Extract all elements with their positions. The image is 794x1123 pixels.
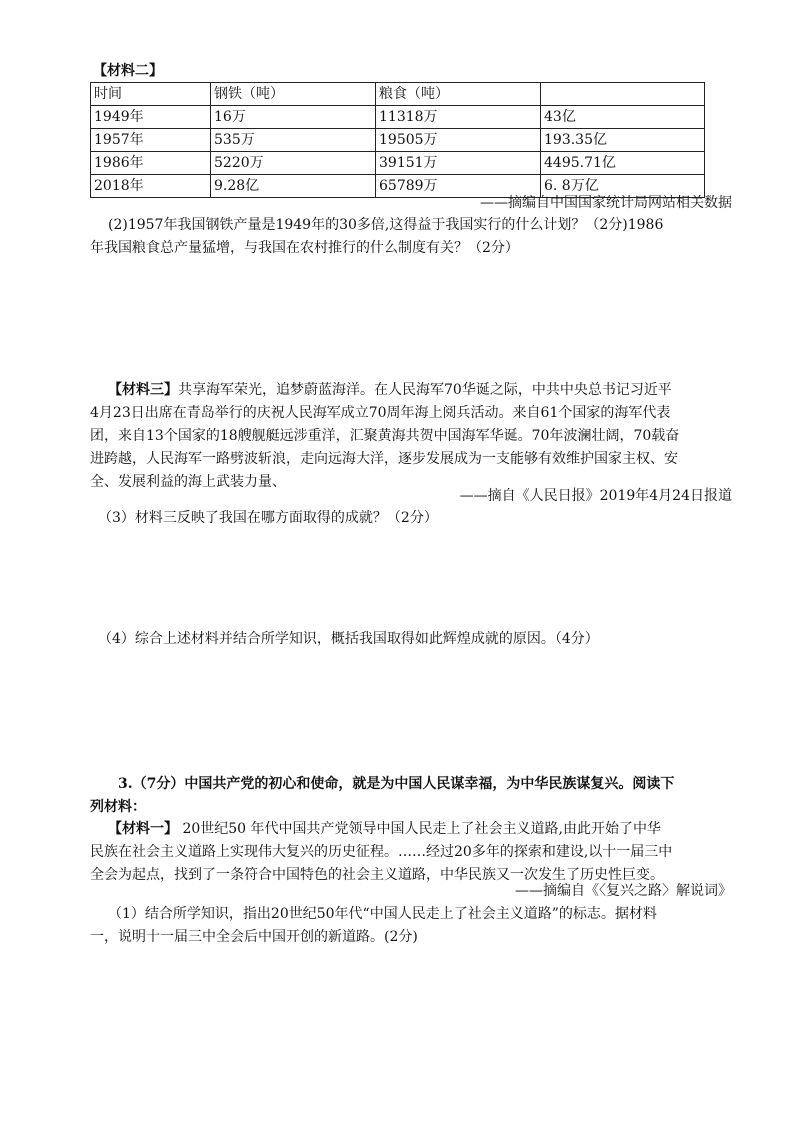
q3-material1-line2: 民族在社会主义道路上实现伟大复兴的历史征程。……经过20多年的探索和建设,以十一届三中 [90,844,673,860]
table-row [91,106,705,129]
material3-heading: 【材料三】 [108,382,178,398]
table-cell: 535万 [211,129,376,152]
table-cell: 65789万 [376,175,541,198]
question-2-line2: 年我国粮食总产量猛增，与我国在农村推行的什么制度有关？（2分） [90,240,519,256]
table-cell: 43亿 [541,106,705,129]
material3-line4: 进跨越，人民海军一路劈波斩浪，走向远海大洋，逐步发展成为一支能够有效维护国家主权、安 [90,451,678,467]
q3-material1-line3: 全会为起点，找到了一条符合中国特色的社会主义道路，中华民族又一次发生了历史性巨变。 [90,867,664,883]
q3-question1-line1: （1）结合所学知识，指出20世纪50年代“中国人民走上了社会主义道路”的标志。据材料 [108,906,657,922]
table-header-row [91,83,705,106]
q3-question1-line2: 一，说明十一届三中全会后中国开创的新道路。(2分) [90,929,418,945]
q3-material1-text: 20世纪50 年代中国共产党领导中国人民走上了社会主义道路,由此开始了中华 [178,821,661,837]
table-cell: 9.28亿 [211,175,376,198]
table-cell: 2018年 [91,175,211,198]
material3-paragraph-line1 [108,379,672,399]
table-cell: 1949年 [91,106,211,129]
question-3: （3）材料三反映了我国在哪方面取得的成就？（2分） [98,510,438,526]
material3-line5: 全、发展利益的海上武装力量、 [90,474,286,490]
question-2-line1: (2)1957年我国钢铁产量是1949年的30多倍,这得益于我国实行的什么计划？（2分)1986 [108,217,664,233]
header-cell-blank [541,83,705,106]
q3-material1-line1 [108,818,661,838]
table-cell: 11318万 [376,106,541,129]
header-cell-grain: 粮食（吨） [376,83,541,106]
table-cell: 5220万 [211,152,376,175]
q3-material1-heading: 【材料一】 [108,821,178,837]
table-cell: 16万 [211,106,376,129]
material2-source: ——摘编自中国国家统计局网站相关数据 [480,195,732,211]
q3-material1-source: ——摘编自《〈复兴之路〉解说词》 [515,883,732,899]
statistics-table [90,82,705,198]
material3-source: ——摘自《人民日报》2019年4月24日报道 [459,488,732,504]
material3-text: 共享海军荣光，追梦蔚蓝海洋。在人民海军70华诞之际，中共中央总书记习近平 [178,382,672,398]
table-cell: 1957年 [91,129,211,152]
table-cell: 39151万 [376,152,541,175]
table-cell: 19505万 [376,129,541,152]
table-cell: 6. 8万亿 [541,175,705,198]
q3-title-line2: 列材料： [90,799,146,815]
table-cell: 1986年 [91,152,211,175]
material3-line2: 4月23日出席在青岛举行的庆祝人民海军成立70周年海上阅兵活动。来自61个国家的海军代表 [90,405,671,421]
table-cell: 4495.71亿 [541,152,705,175]
table-cell: 193.35亿 [541,129,705,152]
header-cell-time: 时间 [91,83,211,106]
material3-line3: 团，来自13个国家的18艘舰艇远涉重洋，汇聚黄海共贺中国海军华诞。70年波澜壮阔，70载奋 [90,428,680,444]
header-cell-steel: 钢铁（吨） [211,83,376,106]
material2-heading: 【材料二】 [93,63,163,79]
table-row [91,152,705,175]
table-row [91,129,705,152]
q3-title-line1: 3.（7分）中国共产党的初心和使命，就是为中国人民谋幸福，为中华民族谋复兴。阅读下 [118,776,675,792]
question-4: （4）综合上述材料并结合所学知识，概括我国取得如此辉煌成就的原因。（4分） [98,631,599,647]
